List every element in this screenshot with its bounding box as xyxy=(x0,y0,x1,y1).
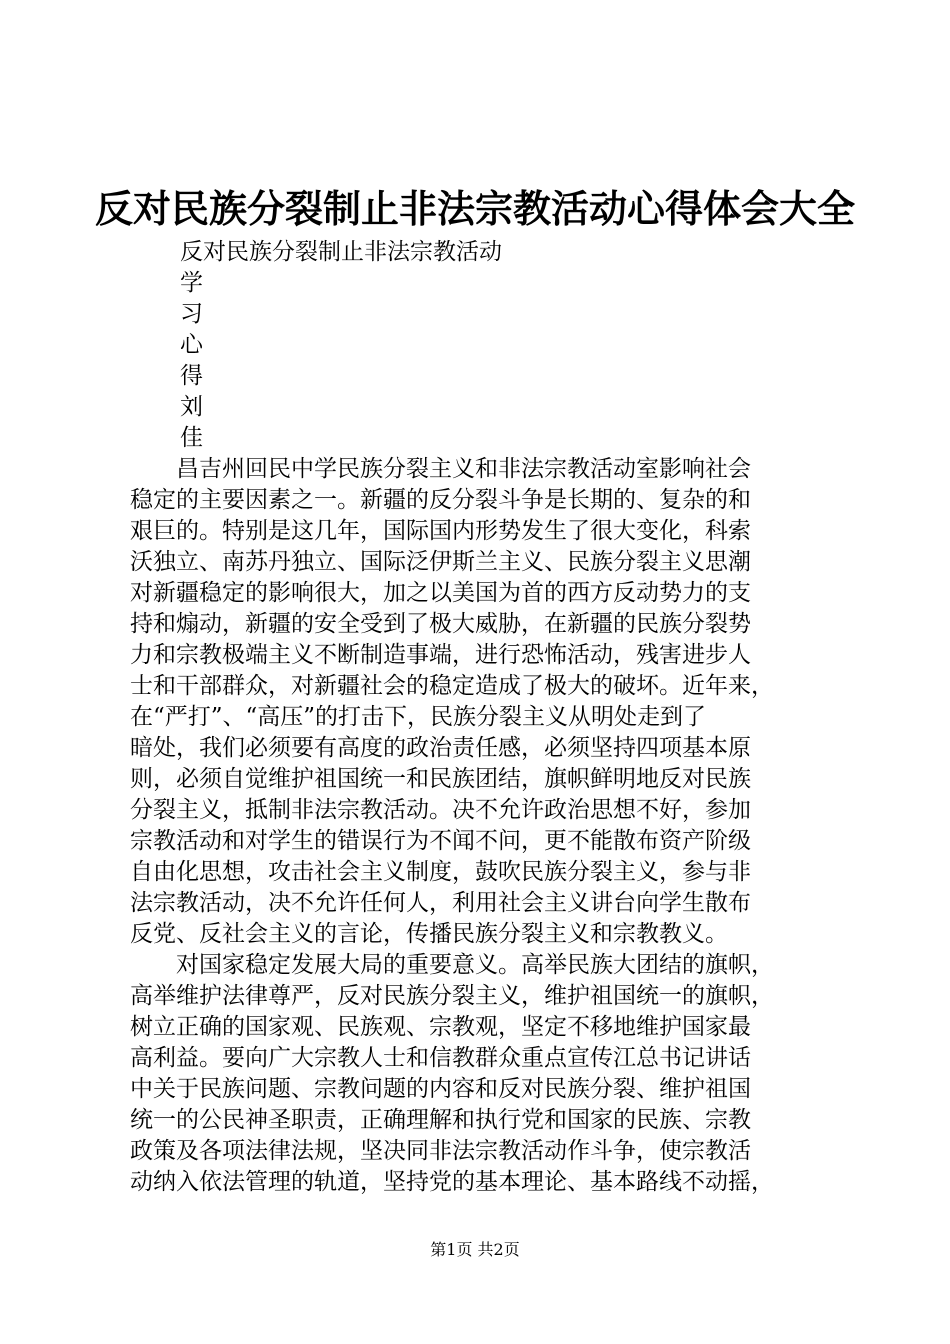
text-line: 分裂主义，抵制非法宗教活动。决不允许政治思想不好，参加 xyxy=(130,797,751,823)
text-line: 高利益。要向广大宗教人士和信教群众重点宣传江总书记讲话 xyxy=(130,1045,751,1071)
text-line: 艰巨的。特别是这几年，国际国内形势发生了很大变化，科索 xyxy=(130,518,751,544)
text-line: 高举维护法律尊严，反对民族分裂主义，维护祖国统一的旗帜， xyxy=(130,983,774,1009)
page-footer: 第1页 共2页 xyxy=(430,1240,520,1259)
vertical-char: 习 xyxy=(180,301,203,327)
text-line: 动纳入依法管理的轨道，坚持党的基本理论、基本路线不动摇， xyxy=(130,1169,774,1195)
text-line: 统一的公民神圣职责，正确理解和执行党和国家的民族、宗教 xyxy=(130,1107,751,1133)
text-line: 昌吉州回民中学民族分裂主义和非法宗教活动室影响社会 xyxy=(130,456,751,482)
text-line: 沃独立、南苏丹独立、国际泛伊斯兰主义、民族分裂主义思潮 xyxy=(130,549,751,575)
vertical-char: 学 xyxy=(180,270,203,296)
text-line: 力和宗教极端主义不断制造事端，进行恐怖活动，残害进步人 xyxy=(130,642,751,668)
text-line: 自由化思想，攻击社会主义制度，鼓吹民族分裂主义，参与非 xyxy=(130,859,751,885)
text-line: 政策及各项法律法规，坚决同非法宗教活动作斗争，使宗教活 xyxy=(130,1138,751,1164)
text-line: 对新疆稳定的影响很大，加之以美国为首的西方反动势力的支 xyxy=(130,580,751,606)
text-line: 中关于民族问题、宗教问题的内容和反对民族分裂、维护祖国 xyxy=(130,1076,751,1102)
text-line: 士和干部群众，对新疆社会的稳定造成了极大的破坏。近年来， xyxy=(130,673,774,699)
document-title: 反对民族分裂制止非法宗教活动心得体会大全 xyxy=(94,187,855,231)
text-line: 法宗教活动，决不允许任何人，利用社会主义讲台向学生散布 xyxy=(130,890,751,916)
paragraph-2 xyxy=(130,950,830,1198)
paragraph-1 xyxy=(130,454,830,950)
text-line: 宗教活动和对学生的错误行为不闻不问，更不能散布资产阶级 xyxy=(130,828,751,854)
text-line: 反党、反社会主义的言论，传播民族分裂主义和宗教教义。 xyxy=(130,921,728,947)
text-line: 在“严打”、“高压”的打击下，民族分裂主义从明处走到了 xyxy=(130,704,707,730)
vertical-char: 刘 xyxy=(180,394,203,420)
text-line: 稳定的主要因素之一。新疆的反分裂斗争是长期的、复杂的和 xyxy=(130,487,751,513)
text-line: 持和煽动，新疆的安全受到了极大威胁，在新疆的民族分裂势 xyxy=(130,611,751,637)
vertical-char: 心 xyxy=(180,332,203,358)
text-line: 暗处，我们必须要有高度的政治责任感，必须坚持四项基本原 xyxy=(130,735,751,761)
text-line: 树立正确的国家观、民族观、宗教观，坚定不移地维护国家最 xyxy=(130,1014,751,1040)
document-subtitle: 反对民族分裂制止非法宗教活动 xyxy=(180,239,502,265)
vertical-char: 佳 xyxy=(180,425,203,451)
text-line: 对国家稳定发展大局的重要意义。高举民族大团结的旗帜， xyxy=(130,952,774,978)
vertical-char: 得 xyxy=(180,363,203,389)
text-line: 则，必须自觉维护祖国统一和民族团结，旗帜鲜明地反对民族 xyxy=(130,766,751,792)
